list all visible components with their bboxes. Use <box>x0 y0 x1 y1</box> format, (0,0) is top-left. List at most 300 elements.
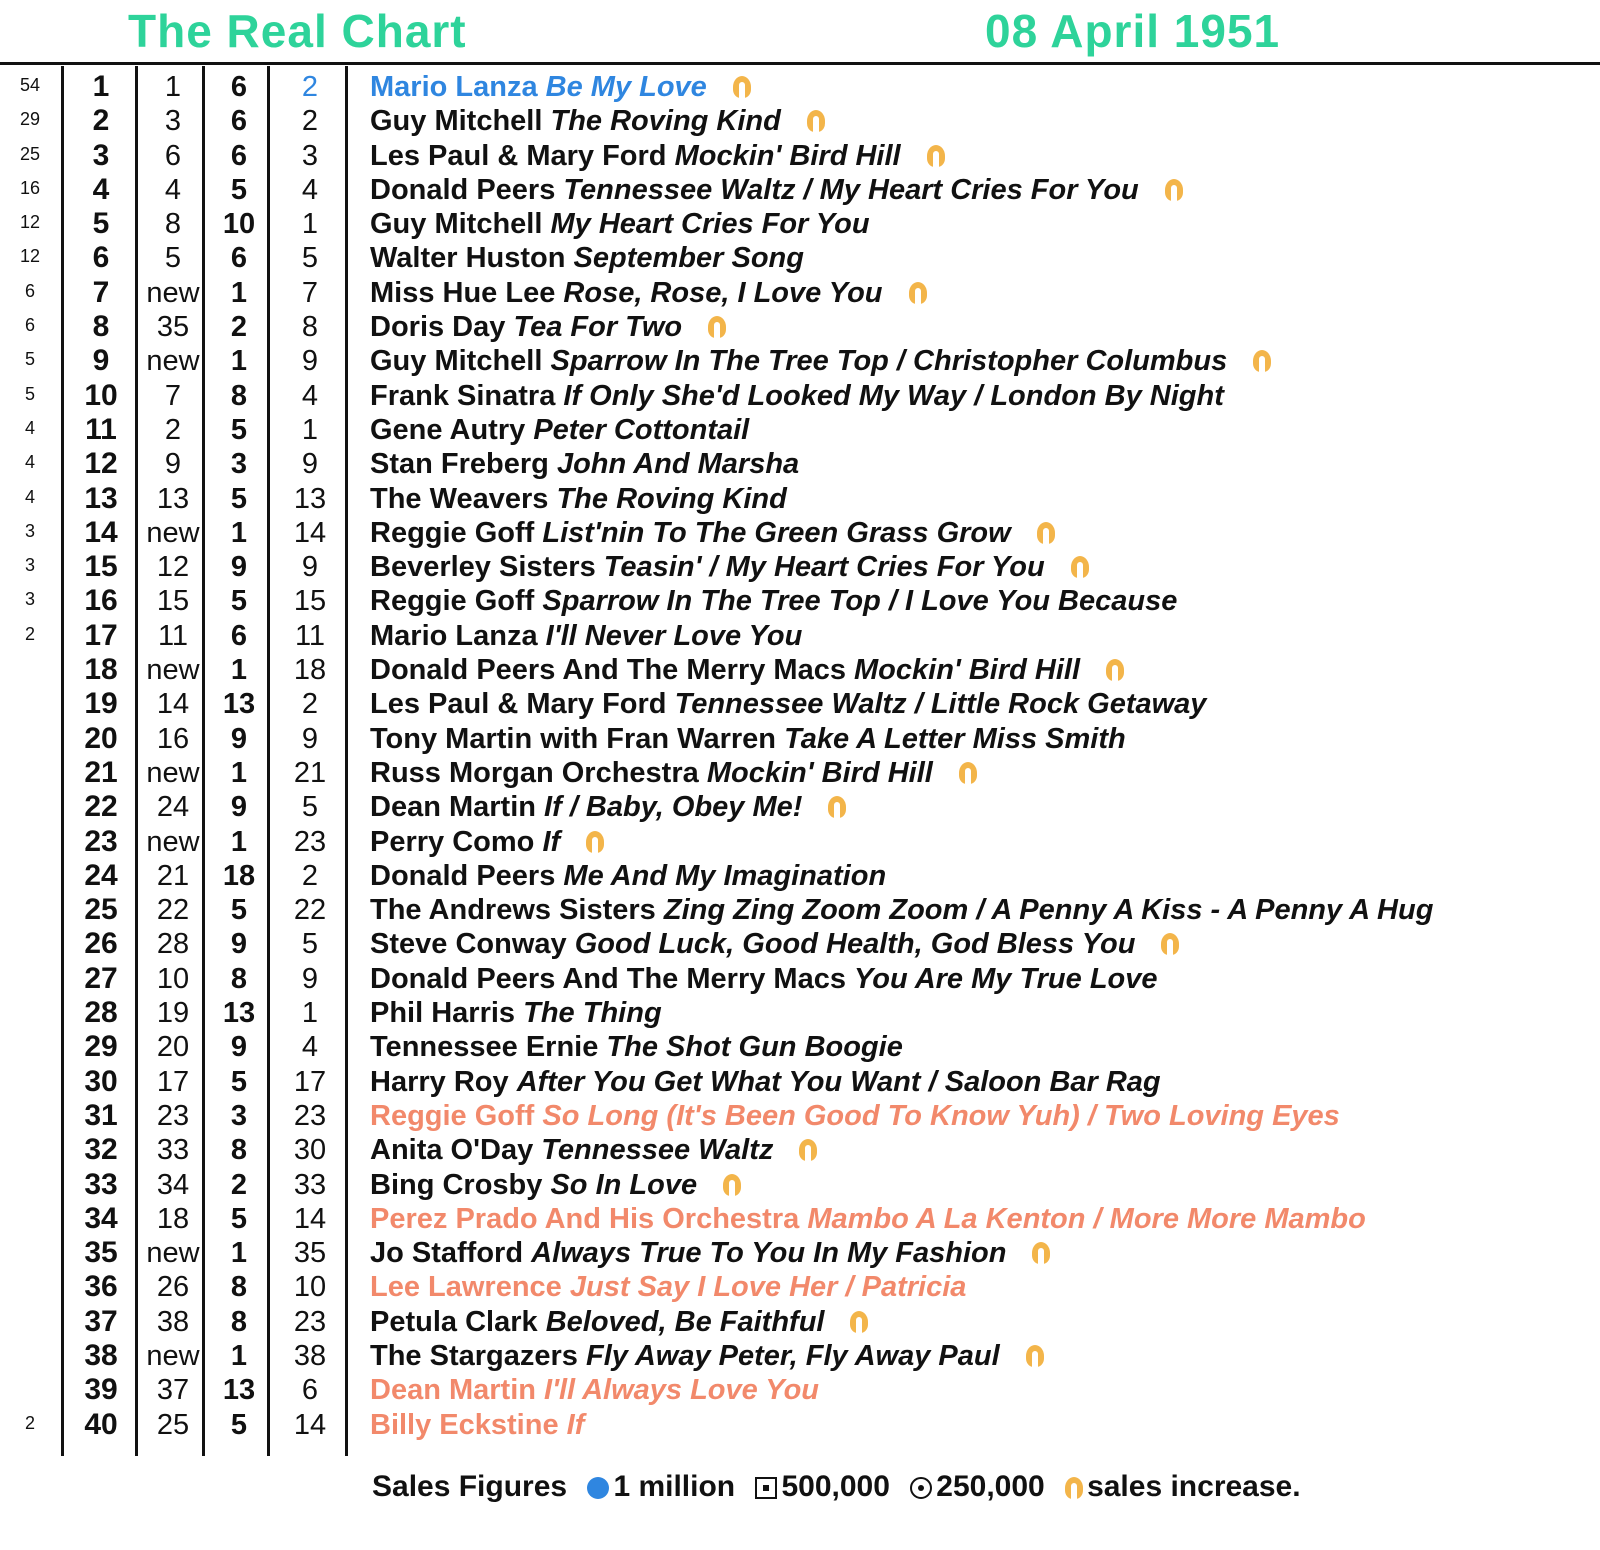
artist-name: Reggie Goff <box>370 1099 535 1132</box>
chart-position: 21 <box>84 755 118 789</box>
table-row <box>0 790 1600 824</box>
last-week-position: 18 <box>156 1202 190 1235</box>
peak-position: 18 <box>293 654 327 687</box>
table-row <box>0 344 1600 378</box>
sales-increase-icon <box>733 76 751 98</box>
artist-name: Jo Stafford <box>370 1237 524 1270</box>
peak-position: 9 <box>301 448 319 481</box>
last-week-position: 33 <box>156 1134 190 1167</box>
chart-position: 28 <box>84 996 118 1030</box>
song-entry <box>370 756 977 790</box>
peak-position: 14 <box>293 1202 327 1235</box>
peak-position: 1 <box>301 997 319 1030</box>
previous-count: 2 <box>24 1412 35 1433</box>
peak-position: 21 <box>293 756 327 789</box>
weeks-on-chart: 5 <box>230 1065 248 1098</box>
table-row <box>0 687 1600 721</box>
weeks-on-chart: 5 <box>230 173 248 206</box>
song-entry <box>370 584 1177 618</box>
peak-position: 4 <box>301 1031 319 1064</box>
weeks-on-chart: 1 <box>230 516 248 549</box>
chart-position: 23 <box>84 824 118 858</box>
weeks-on-chart: 18 <box>222 859 256 892</box>
song-title: The Thing <box>523 997 662 1030</box>
artist-name: Lee Lawrence <box>370 1271 562 1304</box>
song-title: Zing Zing Zoom Zoom / A Penny A Kiss - A Penny A Hug <box>663 894 1434 927</box>
peak-position: 2 <box>301 859 319 892</box>
song-entry <box>370 1133 817 1167</box>
table-row <box>0 619 1600 653</box>
chart-position: 6 <box>92 241 110 275</box>
last-week-position: 24 <box>156 791 190 824</box>
chart-position: 17 <box>84 618 118 652</box>
song-title: So Long (It's Been Good To Know Yuh) / Two Loving Eyes <box>542 1099 1340 1132</box>
peak-position: 4 <box>301 379 319 412</box>
song-title: Teasin' / My Heart Cries For You <box>603 551 1045 584</box>
peak-position: 11 <box>294 619 326 652</box>
last-week-position: 26 <box>156 1271 190 1304</box>
peak-position: 23 <box>293 825 327 858</box>
song-entry <box>370 927 1179 961</box>
chart-position: 22 <box>84 790 118 824</box>
song-title: The Roving Kind <box>556 482 787 515</box>
last-week-position: 19 <box>156 997 190 1030</box>
sales-increase-icon <box>807 110 825 132</box>
song-title: The Shot Gun Boogie <box>606 1031 903 1064</box>
table-row <box>0 996 1600 1030</box>
peak-position: 8 <box>301 311 319 344</box>
song-entry <box>370 1270 966 1304</box>
weeks-on-chart: 5 <box>230 894 248 927</box>
last-week-position: 34 <box>156 1168 190 1201</box>
chart-table <box>0 70 1600 1442</box>
weeks-on-chart: 5 <box>230 482 248 515</box>
table-row <box>0 1236 1600 1270</box>
last-week-position: 25 <box>156 1408 190 1441</box>
artist-name: Perez Prado And His Orchestra <box>370 1202 800 1235</box>
sales-increase-icon <box>1037 522 1055 544</box>
peak-position: 9 <box>301 345 319 378</box>
table-row <box>0 825 1600 859</box>
chart-position: 36 <box>84 1270 118 1304</box>
peak-position: 4 <box>301 173 319 206</box>
last-week-position: 11 <box>157 619 189 652</box>
song-title: Take A Letter Miss Smith <box>784 722 1126 755</box>
table-row <box>0 241 1600 275</box>
artist-name: Perry Como <box>370 825 535 858</box>
artist-name: Harry Roy <box>370 1065 509 1098</box>
last-week-position: 17 <box>156 1065 190 1098</box>
previous-count: 5 <box>24 349 35 370</box>
sales-increase-icon <box>1026 1345 1044 1367</box>
artist-name: Donald Peers <box>370 173 556 206</box>
sales-increase-icon <box>1253 350 1271 372</box>
chart-date: 08 April 1951 <box>985 5 1281 57</box>
song-title: If <box>566 1408 585 1441</box>
table-row <box>0 962 1600 996</box>
song-title: Sparrow In The Tree Top / Christopher Columbus <box>550 345 1228 378</box>
last-week-position: 2 <box>164 413 182 446</box>
last-week-position: 8 <box>164 208 182 241</box>
sales-increase-icon <box>586 831 604 853</box>
previous-count: 3 <box>24 555 35 576</box>
previous-count: 25 <box>19 143 41 164</box>
last-week-position: new <box>146 825 200 858</box>
legend-label: Sales Figures <box>372 1470 568 1503</box>
song-title: Be My Love <box>545 71 707 103</box>
table-row <box>0 482 1600 516</box>
last-week-position: new <box>146 654 200 687</box>
peak-position: 5 <box>301 928 319 961</box>
song-title: The Roving Kind <box>550 105 781 138</box>
weeks-on-chart: 13 <box>222 688 256 721</box>
header-divider <box>0 62 1600 65</box>
song-title: List'nin To The Green Grass Grow <box>542 516 1011 549</box>
peak-position: 9 <box>301 722 319 755</box>
song-title: Me And My Imagination <box>563 859 887 892</box>
last-week-position: 4 <box>164 173 182 206</box>
song-title: I'll Always Love You <box>544 1374 820 1407</box>
song-title: Just Say I Love Her / Patricia <box>569 1271 967 1304</box>
table-row <box>0 1373 1600 1407</box>
song-entry <box>370 139 945 173</box>
song-title: Beloved, Be Faithful <box>545 1305 825 1338</box>
chart-position: 19 <box>84 687 118 721</box>
table-row <box>0 207 1600 241</box>
table-row <box>0 1030 1600 1064</box>
table-row <box>0 859 1600 893</box>
previous-count: 4 <box>24 417 35 438</box>
artist-name: Reggie Goff <box>370 516 535 549</box>
chart-position: 7 <box>92 275 110 309</box>
last-week-position: 10 <box>156 962 190 995</box>
table-row <box>0 516 1600 550</box>
weeks-on-chart: 5 <box>230 413 248 446</box>
previous-count: 29 <box>19 109 41 130</box>
weeks-on-chart: 1 <box>230 825 248 858</box>
artist-name: Bing Crosby <box>370 1168 543 1201</box>
table-row <box>0 1168 1600 1202</box>
song-entry <box>370 859 886 893</box>
chart-position: 35 <box>84 1236 118 1270</box>
chart-title: The Real Chart <box>128 5 467 57</box>
last-week-position: 12 <box>156 551 190 584</box>
chart-position: 25 <box>84 893 118 927</box>
chart-position: 10 <box>84 378 118 412</box>
artist-name: Walter Huston <box>370 242 566 275</box>
last-week-position: 9 <box>164 448 182 481</box>
song-entry <box>370 790 846 824</box>
chart-position: 18 <box>84 653 118 687</box>
weeks-on-chart: 3 <box>230 1099 248 1132</box>
song-title: Tea For Two <box>513 311 683 344</box>
artist-name: Guy Mitchell <box>370 208 543 241</box>
chart-position: 14 <box>84 515 118 549</box>
song-entry <box>370 722 1126 756</box>
peak-position: 30 <box>293 1134 327 1167</box>
peak-position: 15 <box>293 585 327 618</box>
chart-position: 26 <box>84 927 118 961</box>
chart-position: 34 <box>84 1201 118 1235</box>
artist-name: Stan Freberg <box>370 448 549 481</box>
song-title: Rose, Rose, I Love You <box>563 276 883 309</box>
weeks-on-chart: 1 <box>230 1237 248 1270</box>
last-week-position: 14 <box>156 688 190 721</box>
sales-increase-icon <box>723 1174 741 1196</box>
weeks-on-chart: 2 <box>230 311 248 344</box>
song-title: Peter Cottontail <box>533 413 750 446</box>
last-week-position: 16 <box>156 722 190 755</box>
sales-increase-icon <box>828 796 846 818</box>
artist-name: Gene Autry <box>370 413 526 446</box>
table-row <box>0 139 1600 173</box>
artist-name: Reggie Goff <box>370 585 535 618</box>
song-title: Mockin' Bird Hill <box>854 654 1081 687</box>
peak-position: 1 <box>301 208 319 241</box>
peak-position: 14 <box>293 1408 327 1441</box>
artist-name: Mario Lanza <box>370 619 538 652</box>
song-title: Mockin' Bird Hill <box>674 139 901 172</box>
peak-position: 5 <box>301 791 319 824</box>
song-entry <box>370 276 927 310</box>
artist-name: The Weavers <box>370 482 549 515</box>
sales-increase-icon <box>1065 1477 1083 1499</box>
last-week-position: new <box>146 345 200 378</box>
chart-position: 39 <box>84 1373 118 1407</box>
previous-count: 2 <box>24 623 35 644</box>
last-week-position: 7 <box>164 379 182 412</box>
artist-name: Les Paul & Mary Ford <box>370 688 667 721</box>
previous-count: 3 <box>24 520 35 541</box>
chart-position: 12 <box>84 447 118 481</box>
artist-name: Dean Martin <box>370 791 536 824</box>
table-row <box>0 310 1600 344</box>
weeks-on-chart: 5 <box>230 1202 248 1235</box>
song-entry <box>370 893 1433 927</box>
table-row <box>0 1065 1600 1099</box>
song-title: Tennessee Waltz <box>541 1134 774 1167</box>
song-entry <box>370 207 870 241</box>
artist-name: Dean Martin <box>370 1374 536 1407</box>
song-entry <box>370 379 1224 413</box>
weeks-on-chart: 9 <box>230 1031 248 1064</box>
chart-position: 5 <box>92 207 110 241</box>
weeks-on-chart: 5 <box>230 1408 248 1441</box>
artist-name: Doris Day <box>370 311 506 344</box>
artist-name: Donald Peers And The Merry Macs <box>370 962 846 995</box>
artist-name: Beverley Sisters <box>370 551 596 584</box>
table-row <box>0 550 1600 584</box>
weeks-on-chart: 8 <box>230 1271 248 1304</box>
chart-position: 32 <box>84 1133 118 1167</box>
chart-position: 1 <box>92 70 110 103</box>
weeks-on-chart: 9 <box>230 791 248 824</box>
previous-count: 12 <box>19 246 41 267</box>
peak-position: 9 <box>301 551 319 584</box>
million-disc-icon <box>587 1477 609 1499</box>
chart-position: 40 <box>84 1407 118 1441</box>
song-entry <box>370 1065 1161 1099</box>
last-week-position: 35 <box>156 311 190 344</box>
last-week-position: 1 <box>164 71 182 103</box>
last-week-position: 13 <box>156 482 190 515</box>
song-entry <box>370 1339 1044 1373</box>
peak-position: 17 <box>293 1065 327 1098</box>
last-week-position: new <box>146 1339 200 1372</box>
song-title: John And Marsha <box>556 448 800 481</box>
peak-position: 38 <box>293 1339 327 1372</box>
artist-name: The Andrews Sisters <box>370 894 656 927</box>
weeks-on-chart: 1 <box>230 756 248 789</box>
song-entry <box>370 825 604 859</box>
chart-position: 4 <box>92 172 110 206</box>
sales-increase-icon <box>1032 1242 1050 1264</box>
weeks-on-chart: 6 <box>230 619 248 652</box>
sales-legend <box>372 1470 1301 1504</box>
song-entry <box>370 344 1271 378</box>
song-title: My Heart Cries For You <box>550 208 870 241</box>
artist-name: Les Paul & Mary Ford <box>370 139 667 172</box>
song-entry <box>370 241 804 275</box>
last-week-position: 23 <box>156 1099 190 1132</box>
sales-increase-icon <box>708 316 726 338</box>
last-week-position: new <box>146 516 200 549</box>
last-week-position: 5 <box>164 242 182 275</box>
previous-count: 6 <box>24 315 35 336</box>
song-title: Good Luck, Good Health, God Bless You <box>574 928 1136 961</box>
song-title: After You Get What You Want / Saloon Bar Rag <box>516 1065 1161 1098</box>
weeks-on-chart: 13 <box>222 1374 256 1407</box>
weeks-on-chart: 10 <box>222 208 256 241</box>
weeks-on-chart: 6 <box>230 105 248 138</box>
song-entry <box>370 687 1206 721</box>
last-week-position: new <box>146 276 200 309</box>
sales-increase-icon <box>1071 556 1089 578</box>
weeks-on-chart: 1 <box>230 1339 248 1372</box>
table-row <box>0 104 1600 138</box>
song-entry <box>370 482 787 516</box>
table-row <box>0 756 1600 790</box>
song-entry <box>370 447 799 481</box>
table-row <box>0 276 1600 310</box>
chart-position: 33 <box>84 1167 118 1201</box>
weeks-on-chart: 1 <box>230 345 248 378</box>
peak-position: 3 <box>301 139 319 172</box>
weeks-on-chart: 13 <box>222 997 256 1030</box>
song-title: Sparrow In The Tree Top / I Love You Because <box>542 585 1178 618</box>
peak-position: 23 <box>293 1305 327 1338</box>
chart-position: 2 <box>92 104 110 138</box>
last-week-position: new <box>146 756 200 789</box>
table-row <box>0 722 1600 756</box>
weeks-on-chart: 1 <box>230 276 248 309</box>
artist-name: Guy Mitchell <box>370 105 543 138</box>
artist-name: Anita O'Day <box>370 1134 534 1167</box>
weeks-on-chart: 6 <box>230 71 248 103</box>
weeks-on-chart: 3 <box>230 448 248 481</box>
sales-increase-icon <box>927 145 945 167</box>
last-week-position: 38 <box>156 1305 190 1338</box>
peak-position: 2 <box>301 105 319 138</box>
artist-name: The Stargazers <box>370 1339 578 1372</box>
legend-million: 1 million <box>613 1470 736 1503</box>
song-entry <box>370 516 1055 550</box>
song-entry <box>370 1168 741 1202</box>
artist-name: Tony Martin with Fran Warren <box>370 722 777 755</box>
chart-position: 29 <box>84 1030 118 1064</box>
previous-count: 3 <box>24 589 35 610</box>
song-title: If <box>542 825 561 858</box>
legend-increase: sales increase. <box>1087 1470 1301 1503</box>
chart-position: 9 <box>92 344 110 378</box>
artist-name: Billy Eckstine <box>370 1408 559 1441</box>
artist-name: Frank Sinatra <box>370 379 556 412</box>
song-entry <box>370 1202 1366 1236</box>
previous-count: 54 <box>19 75 41 95</box>
table-row <box>0 653 1600 687</box>
peak-position: 5 <box>301 242 319 275</box>
song-entry <box>370 70 751 104</box>
previous-count: 6 <box>24 280 35 301</box>
artist-name: Petula Clark <box>370 1305 538 1338</box>
weeks-on-chart: 8 <box>230 1134 248 1167</box>
chart-position: 11 <box>85 412 117 446</box>
sales-increase-icon <box>850 1311 868 1333</box>
previous-count: 5 <box>24 383 35 404</box>
weeks-on-chart: 9 <box>230 928 248 961</box>
peak-position: 10 <box>293 1271 327 1304</box>
song-entry <box>370 1305 868 1339</box>
artist-name: Guy Mitchell <box>370 345 543 378</box>
chart-position: 20 <box>84 721 118 755</box>
song-title: If Only She'd Looked My Way / London By Night <box>563 379 1224 412</box>
table-row <box>0 1339 1600 1373</box>
weeks-on-chart: 9 <box>230 722 248 755</box>
song-entry <box>370 1236 1050 1270</box>
table-row <box>0 1099 1600 1133</box>
table-row <box>0 893 1600 927</box>
weeks-on-chart: 1 <box>230 654 248 687</box>
song-title: Mambo A La Kenton / More More Mambo <box>807 1202 1366 1235</box>
artist-name: Miss Hue Lee <box>370 276 556 309</box>
chart-position: 24 <box>84 858 118 892</box>
chart-position: 15 <box>84 550 118 584</box>
previous-count: 4 <box>24 486 35 507</box>
last-week-position: 15 <box>156 585 190 618</box>
peak-position: 23 <box>293 1099 327 1132</box>
last-week-position: 3 <box>164 105 182 138</box>
table-row <box>0 1408 1600 1442</box>
legend-half-million: 500,000 <box>781 1470 890 1503</box>
weeks-on-chart: 9 <box>230 551 248 584</box>
peak-position: 13 <box>293 482 327 515</box>
sales-increase-icon <box>1161 933 1179 955</box>
table-row <box>0 584 1600 618</box>
weeks-on-chart: 5 <box>230 585 248 618</box>
song-entry <box>370 104 825 138</box>
artist-name: Steve Conway <box>370 928 567 961</box>
song-title: Mockin' Bird Hill <box>706 756 933 789</box>
song-title: Fly Away Peter, Fly Away Paul <box>585 1339 1000 1372</box>
song-entry <box>370 1030 903 1064</box>
artist-name: Russ Morgan Orchestra <box>370 756 699 789</box>
peak-position: 35 <box>293 1237 327 1270</box>
song-title: September Song <box>573 242 804 275</box>
table-row <box>0 1202 1600 1236</box>
artist-name: Tennessee Ernie <box>370 1031 599 1064</box>
table-row <box>0 927 1600 961</box>
legend-quarter-million: 250,000 <box>936 1470 1045 1503</box>
